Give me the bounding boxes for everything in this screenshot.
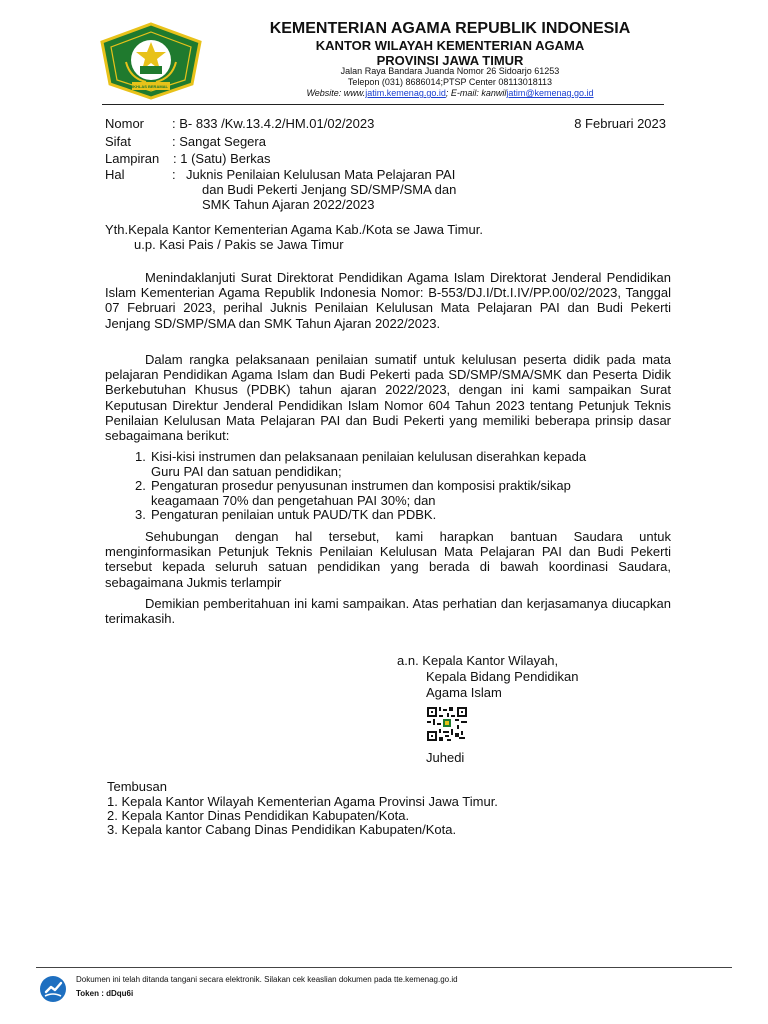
hal-label: Hal xyxy=(105,167,125,182)
paragraph-1: Menindaklanjuti Surat Direktorat Pendidikan Agama Islam Direktorat Jenderal Pendidikan Islam Kementerian Agama Republik Indonesia Nomor: B-553/DJ.I/Dt.I.IV/PP.00/02/2023, Tanggal 07 Februari 2023, perihal Juknis Penilaian Kelulusan Mata Pelajaran PAI dan Budi Pekerti Jenjang SD/SMP/SMA dan SMK Tahun Ajaran 2022/2023. xyxy=(105,270,671,331)
sifat-value: : Sangat Segera xyxy=(172,134,266,149)
hal-line: SMK Tahun Ajaran 2022/2023 xyxy=(202,197,375,212)
tembusan-title: Tembusan xyxy=(107,779,167,794)
letter-date: 8 Februari 2023 xyxy=(574,116,666,131)
logo-motto: IKHLAS BERAMAL xyxy=(132,84,168,89)
email-label: ; E-mail: kanwil xyxy=(445,88,507,98)
hal-colon: : xyxy=(172,167,176,182)
footer-divider xyxy=(36,967,732,968)
hal-line: dan Budi Pekerti Jenjang SD/SMP/SMA dan xyxy=(202,182,457,197)
website-link[interactable]: jatim.kemenag.go.id xyxy=(365,88,446,98)
phone: Telepon (031) 8686014;PTSP Center 08113018113 xyxy=(347,77,553,87)
office-title: KANTOR WILAYAH KEMENTERIAN AGAMA xyxy=(315,38,585,53)
contact-line xyxy=(200,88,700,98)
signature-line-3: Agama Islam xyxy=(426,685,502,700)
header-divider xyxy=(102,104,664,105)
paragraph-2: Dalam rangka pelaksanaan penilaian sumatif untuk kelulusan peserta didik pada mata pelajaran Pendidikan Agama Islam dan Budi Pekerti pada SD/SMP/SMA/SMK dan Peserta Didik Berkebutuhan Khusus (PDBK) tahun ajaran 2022/2023, dengan ini kami sampaikan Surat Keputusan Direktur Jenderal Pendidikan Islam Nomor 604 Tahun 2023 tentang Petunjuk Teknis Penilaian Kelulusan Mata Pelajaran PAI dan Budi Pekerti yang memiliki beberapa prinsip dasar sebagaimana berikut: xyxy=(105,352,671,444)
tembusan-item: 1. Kepala Kantor Wilayah Kementerian Agama Provinsi Jawa Timur. xyxy=(107,794,498,809)
paragraph-4: Demikian pemberitahuan ini kami sampaikan. Atas perhatian dan kerjasamanya diucapkan terimakasih. xyxy=(105,596,671,627)
sifat-label: Sifat xyxy=(105,134,132,149)
lampiran-value: : 1 (Satu) Berkas xyxy=(173,151,271,166)
qr-code-icon xyxy=(427,707,467,741)
signature-line-1: a.n. Kepala Kantor Wilayah, xyxy=(397,653,559,668)
signer-name: Juhedi xyxy=(426,750,465,765)
nomor-label: Nomor xyxy=(105,116,145,131)
paragraph-3: Sehubungan dengan hal tersebut, kami harapkan bantuan Saudara untuk menginformasikan Petunjuk Teknis Penilaian Kelulusan Mata Pelajaran PAI dan Budi Pekerti tersebut kepada seluruh satuan pendidikan yang berada di bawah koordinasi Saudara, sebagaimana Jukmis terlampir xyxy=(105,529,671,590)
nomor-value: : B- 833 /Kw.13.4.2/HM.01/02/2023 xyxy=(172,116,375,131)
ministry-title: KEMENTERIAN AGAMA REPUBLIK INDONESIA xyxy=(269,20,631,37)
lampiran-label: Lampiran xyxy=(105,151,160,166)
signature-line-2: Kepala Bidang Pendidikan xyxy=(426,669,579,684)
recipient-up: u.p. Kasi Pais / Pakis se Jawa Timur xyxy=(134,237,344,252)
hal-line: Juknis Penilaian Kelulusan Mata Pelajaran PAI xyxy=(186,167,456,182)
footer-token: Token : dDqu6i xyxy=(76,989,134,998)
website-label: Website: www. xyxy=(306,88,366,98)
tembusan-item: 3. Kepala kantor Cabang Dinas Pendidikan Kabupaten/Kota. xyxy=(107,822,457,837)
address: Jalan Raya Bandara Juanda Nomor 26 Sidoarjo 61253 xyxy=(340,66,560,76)
footer-notice: Dokumen ini telah ditanda tangani secara elektronik. Silakan cek keaslian dokumen pada tte.kemenag.go.id xyxy=(76,975,458,984)
email-link[interactable]: jatim@kemenag.go.id xyxy=(506,88,594,98)
province-title: PROVINSI JAWA TIMUR xyxy=(376,53,524,68)
tembusan-item: 2. Kepala Kantor Dinas Pendidikan Kabupaten/Kota. xyxy=(107,808,410,823)
tte-signature-icon xyxy=(38,975,68,1003)
recipient-line: Yth.Kepala Kantor Kementerian Agama Kab./Kota se Jawa Timur. xyxy=(105,222,483,237)
